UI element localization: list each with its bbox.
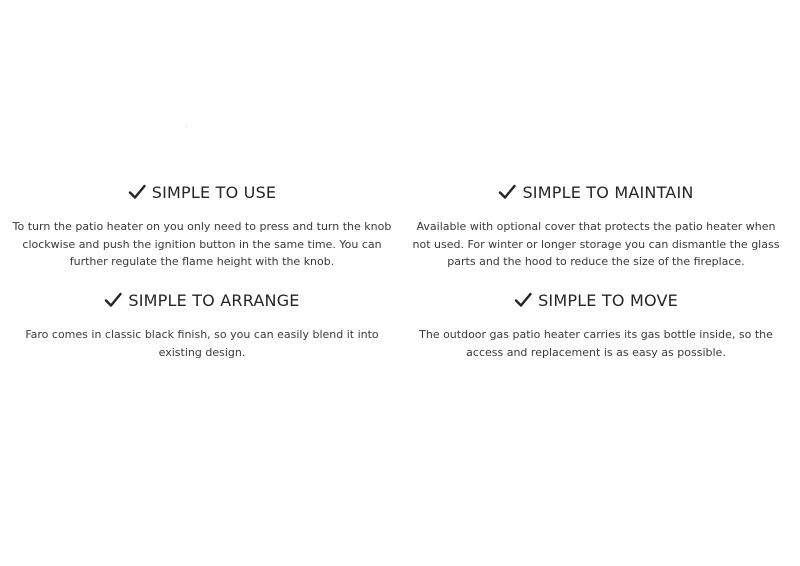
- feature-simple-to-move: [400, 286, 800, 361]
- feature-description: To turn the patio heater on you only need to press and turn the knob clockwise and push the ignition button in the same time. You can further regulate the flame height with the knob.: [12, 220, 392, 268]
- feature-title: SIMPLE TO ARRANGE: [128, 290, 300, 310]
- feature-description: Available with optional cover that protects the patio heater when not used. For winter or longer storage you can dismantle the glass parts and the hood to reduce the size of the fireplace.: [412, 220, 780, 268]
- feature-simple-to-arrange: [0, 286, 400, 361]
- feature-title: SIMPLE TO USE: [151, 182, 277, 202]
- features-grid: [0, 178, 800, 361]
- feature-heading: [10, 178, 394, 206]
- check-icon: [104, 291, 122, 309]
- check-icon: [128, 183, 146, 201]
- feature-description: The outdoor gas patio heater carries its gas bottle inside, so the access and replacement is as easy as possible.: [419, 328, 773, 359]
- feature-title: SIMPLE TO MAINTAIN: [522, 182, 694, 202]
- feature-heading: [406, 178, 786, 206]
- feature-description: Faro comes in classic black finish, so you can easily blend it into existing design.: [25, 328, 379, 359]
- decorative-dot: [186, 126, 187, 127]
- feature-simple-to-use: [0, 178, 400, 286]
- feature-heading: [10, 286, 394, 314]
- feature-title: SIMPLE TO MOVE: [538, 290, 678, 310]
- feature-simple-to-maintain: [400, 178, 800, 286]
- check-icon: [514, 291, 532, 309]
- feature-heading: [406, 286, 786, 314]
- check-icon: [498, 183, 516, 201]
